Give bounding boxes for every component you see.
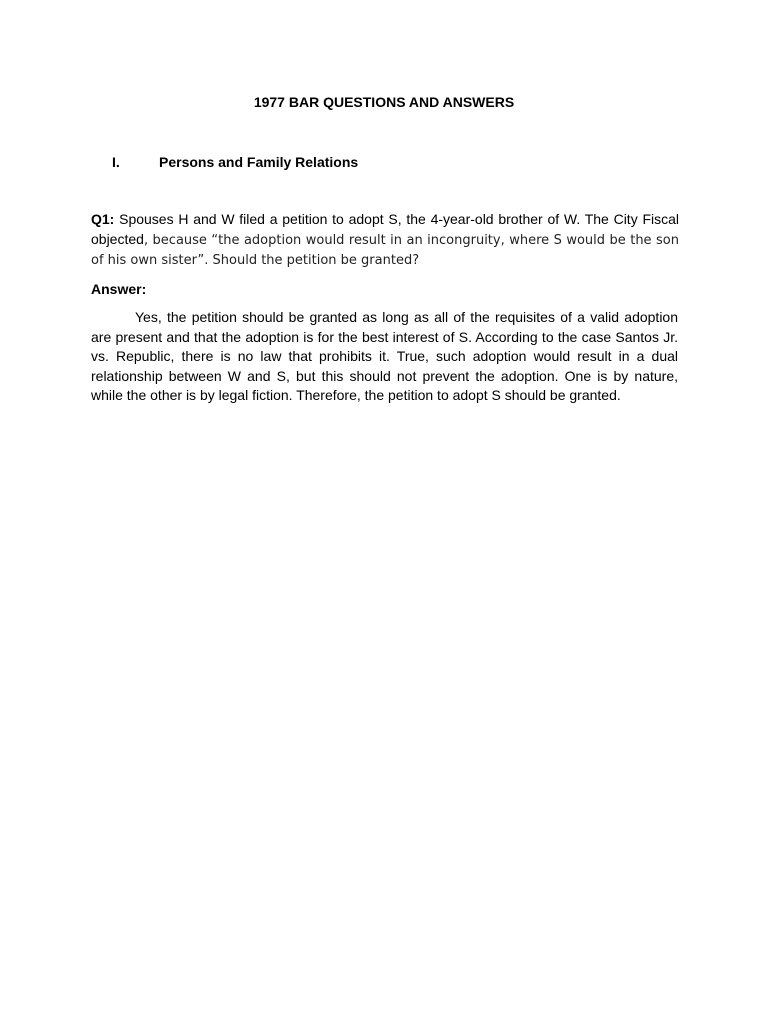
section-number: I. (112, 154, 120, 170)
document-title: 1977 BAR QUESTIONS AND ANSWERS (253, 94, 515, 110)
question-paragraph (91, 210, 679, 271)
question-text-part2: , because “the adoption would result in an incongruity, where S would be the son of his own sister”. Should the petition be granted? (91, 232, 679, 268)
answer-paragraph: Yes, the petition should be granted as long as all of the requisites of a valid adoption are present and that the adoption is for the best interest of S. According to the case Santos Jr. vs. Republic, there is no law that prohibits it. True, such adoption would result in a dual relationship between W and S, but this should not prevent the adoption. One is by nature, while the other is by legal fiction. Therefore, the petition to adopt S should be granted. (91, 309, 678, 404)
question-text-part1: Spouses H and W filed a petition to adopt S, the 4-year-old brother of W. The City Fiscal objected (91, 211, 680, 247)
answer-label: Answer: (91, 281, 147, 297)
section-title: Persons and Family Relations (159, 154, 359, 170)
question-label: Q1: (91, 211, 115, 227)
section-heading (112, 153, 358, 171)
